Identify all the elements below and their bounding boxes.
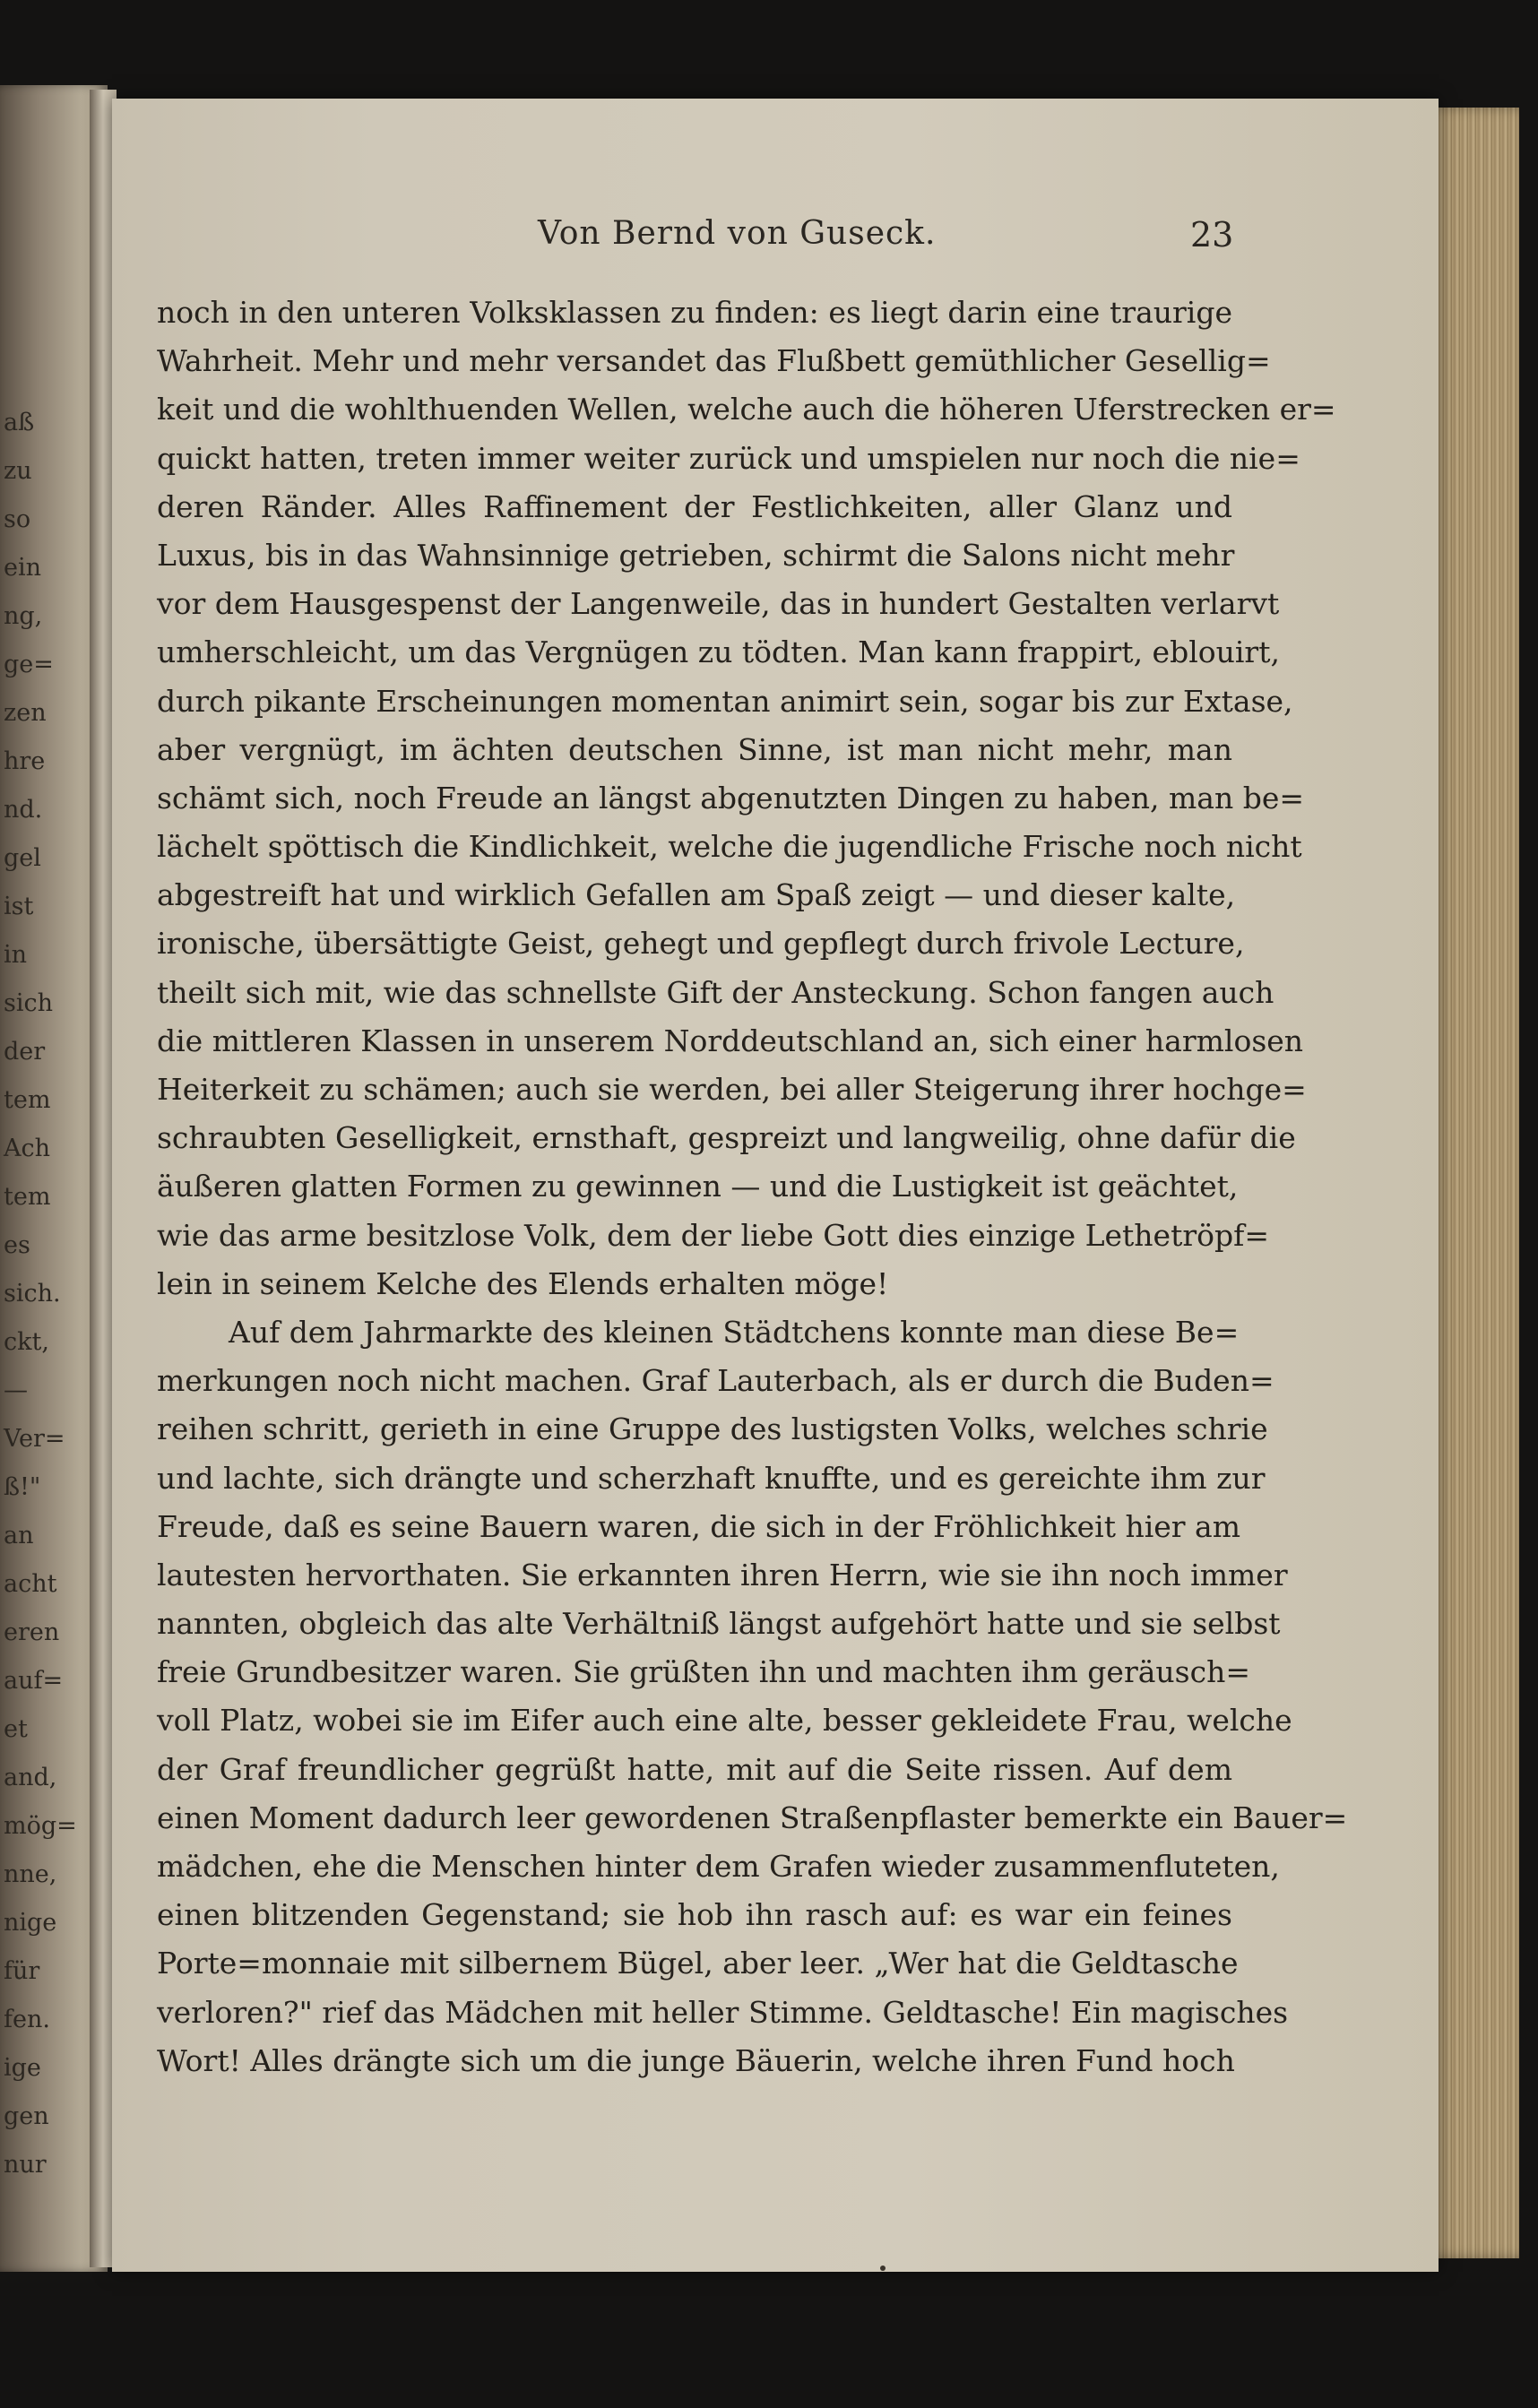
text-line: Luxus, bis in das Wahnsinnige getrieben, schirmt die Salons nicht mehr — [157, 537, 1235, 573]
body-text — [157, 289, 1348, 2085]
left-page-fragment: auf= — [4, 1667, 64, 1695]
text-line: die mittleren Klassen in unserem Norddeutschland an, sich einer harmlosen — [157, 1023, 1304, 1058]
left-page-fragment: acht — [4, 1570, 57, 1598]
text-line: noch in den unteren Volksklassen zu finden: es liegt darin eine traurige — [157, 295, 1232, 330]
text-line: Wahrheit. Mehr und mehr versandet das Flußbett gemüthlicher Gesellig= — [157, 343, 1271, 379]
left-page-fragment: der — [4, 1038, 46, 1066]
left-page-fragment: an — [4, 1522, 34, 1549]
left-page-fragment: ge= — [4, 651, 54, 678]
text-line: aber vergnügt, im ächten deutschen Sinne, ist man nicht mehr, man — [157, 731, 1232, 767]
left-page-fragment: eren — [4, 1618, 60, 1646]
left-page-fragment: für — [4, 1957, 40, 1985]
left-page-fragment: ein — [4, 554, 42, 582]
text-line: mädchen, ehe die Menschen hinter dem Grafen wieder zusammenfluteten, — [157, 1849, 1280, 1884]
text-line: abgestreift hat und wirklich Gefallen am Spaß zeigt — und dieser kalte, — [157, 877, 1236, 913]
text-line: quickt hatten, treten immer weiter zurück und umspielen nur noch die nie= — [157, 440, 1300, 476]
left-page-fragment: fen. — [4, 2006, 50, 2033]
text-line: nannten, obgleich das alte Verhältniß längst aufgehört hatte und sie selbst — [157, 1606, 1281, 1642]
left-page-fragment: ckt, — [4, 1328, 49, 1356]
text-line: Heiterkeit zu schämen; auch sie werden, bei aller Steigerung ihrer hochge= — [157, 1072, 1307, 1107]
text-line: der Graf freundlicher gegrüßt hatte, mit auf die Seite rissen. Auf dem — [157, 1751, 1232, 1787]
text-line: theilt sich mit, wie das schnellste Gift der Ansteckung. Schon fangen auch — [157, 974, 1274, 1010]
left-page-fragment: ige — [4, 2054, 41, 2082]
left-page-fragment: mög= — [4, 1812, 77, 1840]
text-line: ironische, übersättigte Geist, gehegt und gepflegt durch frivole Lecture, — [157, 926, 1245, 962]
left-page-fragment: zen — [4, 699, 47, 727]
text-line: äußeren glatten Formen zu gewinnen — und die Lustigkeit ist geächtet, — [157, 1169, 1239, 1204]
left-page-fragment: and, — [4, 1764, 57, 1791]
left-page-text-fragments — [4, 399, 77, 2189]
left-page-fragment: Ach — [4, 1135, 51, 1162]
left-page-fragment: ng, — [4, 602, 43, 630]
left-page-fragment: ist — [4, 893, 34, 920]
text-line: lächelt spöttisch die Kindlichkeit, welche die jugendliche Frische noch nicht — [157, 829, 1302, 865]
left-page-fragment: sich. — [4, 1280, 61, 1308]
left-page-fragment: aß — [4, 409, 35, 436]
paper-speck — [880, 2266, 886, 2271]
text-line: verloren?" rief das Mädchen mit heller Stimme. Geldtasche! Ein magisches — [157, 1994, 1289, 2030]
left-page-fragment: tem — [4, 1183, 51, 1211]
text-line: voll Platz, wobei sie im Eifer auch eine alte, besser gekleidete Frau, welche — [157, 1703, 1292, 1739]
left-page-fragment: tem — [4, 1086, 51, 1114]
left-page-fragment: nne, — [4, 1860, 57, 1888]
left-page-fragment: nd. — [4, 796, 43, 824]
text-line: einen Moment dadurch leer gewordenen Straßenpflaster bemerkte ein Bauer= — [157, 1800, 1348, 1835]
text-line: deren Ränder. Alles Raffinement der Festlichkeiten, aller Glanz und — [157, 488, 1232, 524]
text-line: durch pikante Erscheinungen momentan animirt sein, sogar bis zur Extase, — [157, 683, 1293, 719]
text-line: Porte=monnaie mit silbernem Bügel, aber leer. „Wer hat die Geldtasche — [157, 1946, 1239, 1981]
text-line: Wort! Alles drängte sich um die junge Bäuerin, welche ihren Fund hoch — [157, 2042, 1235, 2078]
text-line: und lachte, sich drängte und scherzhaft knuffte, und es gereichte ihm zur — [157, 1460, 1266, 1496]
text-line: lautesten hervorthaten. Sie erkannten ihren Herrn, wie sie ihn noch immer — [157, 1557, 1288, 1592]
text-line: keit und die wohlthuenden Wellen, welche auch die höheren Uferstrecken er= — [157, 392, 1336, 427]
text-line: einen blitzenden Gegenstand; sie hob ihn rasch auf: es war ein feines — [157, 1897, 1232, 1933]
left-page-fragment: Ver= — [4, 1425, 65, 1453]
left-page-fragment: nige — [4, 1909, 57, 1937]
left-page-fragment: zu — [4, 457, 32, 485]
text-line: umherschleicht, um das Vergnügen zu tödten. Man kann frappirt, eblouirt, — [157, 634, 1280, 670]
left-page-fragment: so — [4, 505, 31, 533]
text-line: merkungen noch nicht machen. Graf Lauterbach, als er durch die Buden= — [157, 1363, 1274, 1399]
left-page-fragment: nur — [4, 2151, 47, 2179]
left-page-fragment: sich — [4, 989, 54, 1017]
left-page-fragment: in — [4, 941, 28, 969]
page-number: 23 — [1190, 215, 1234, 255]
left-page-fragment: gel — [4, 844, 41, 872]
text-line: Auf dem Jahrmarkte des kleinen Städtchens konnte man diese Be= — [229, 1314, 1240, 1350]
text-line: schraubten Geselligkeit, ernsthaft, gespreizt und langweilig, ohne dafür die — [157, 1120, 1296, 1156]
text-line: schämt sich, noch Freude an längst abgenutzten Dingen zu haben, man be= — [157, 780, 1305, 816]
text-line: lein in seinem Kelche des Elends erhalten möge! — [157, 1265, 889, 1301]
left-page-fragment: gen — [4, 2102, 49, 2130]
text-line: Freude, daß es seine Bauern waren, die sich in der Fröhlichkeit hier am — [157, 1508, 1241, 1544]
left-page-fragment: et — [4, 1715, 28, 1743]
left-page-fragment: hre — [4, 747, 46, 775]
left-page-fragment: ß!" — [4, 1473, 41, 1501]
left-page-fragment: — — [4, 1377, 28, 1404]
left-page-fragment: es — [4, 1231, 30, 1259]
text-line: vor dem Hausgespenst der Langenweile, das in hundert Gestalten verlarvt — [157, 586, 1280, 622]
text-line: freie Grundbesitzer waren. Sie grüßten ihn und machten ihm geräusch= — [157, 1654, 1250, 1690]
text-line: reihen schritt, gerieth in eine Gruppe des lustigsten Volks, welches schrie — [157, 1411, 1268, 1447]
text-line: wie das arme besitzlose Volk, dem der liebe Gott dies einzige Lethetröpf= — [157, 1217, 1269, 1253]
running-head: Von Bernd von Guseck. — [538, 215, 937, 252]
